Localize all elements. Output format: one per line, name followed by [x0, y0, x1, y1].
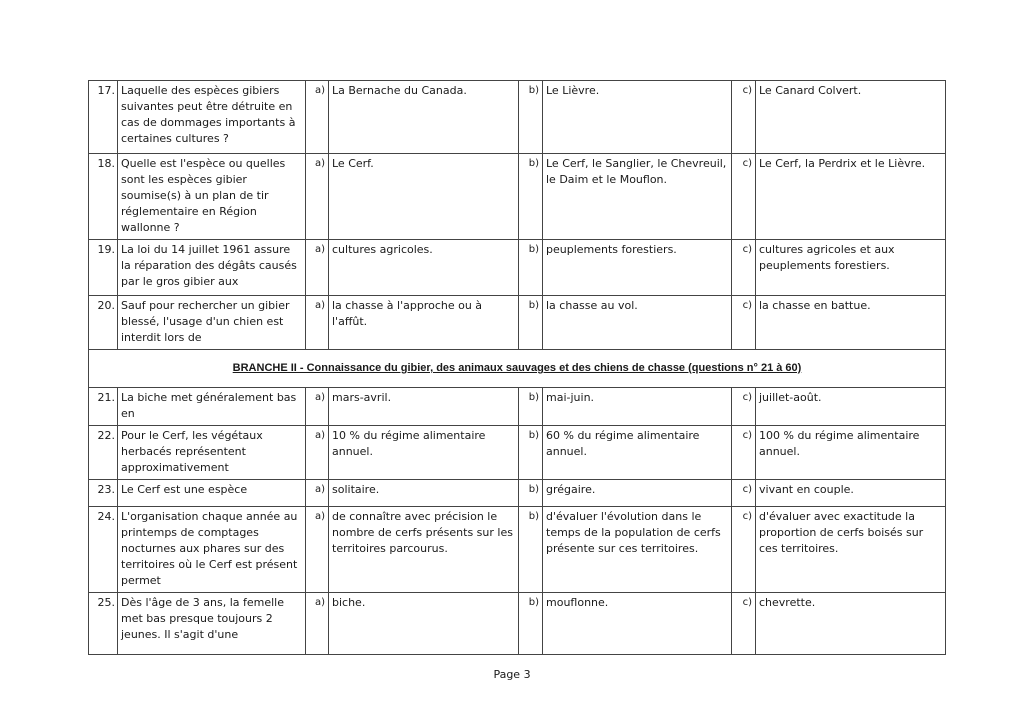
section-title: BRANCHE II - Connaissance du gibier, des animaux sauvages et des chiens de chasse (questions n° 21 à 60) [89, 350, 946, 388]
question-row [89, 81, 946, 154]
option-c-label: c) [732, 593, 756, 655]
question-number: 23. [89, 480, 118, 507]
question-row [89, 296, 946, 350]
option-a-label: a) [306, 240, 329, 296]
option-a-text: cultures agricoles. [329, 240, 519, 296]
option-b-text: grégaire. [543, 480, 732, 507]
option-a-text: solitaire. [329, 480, 519, 507]
option-b-label: b) [519, 154, 543, 240]
option-b-text: Le Cerf, le Sanglier, le Chevreuil, le Daim et le Mouflon. [543, 154, 732, 240]
option-a-text: de connaître avec précision le nombre de cerfs présents sur les territoires parcourus. [329, 507, 519, 593]
question-number: 17. [89, 81, 118, 154]
question-number: 21. [89, 388, 118, 426]
option-a-text: la chasse à l'approche ou à l'affût. [329, 296, 519, 350]
option-b-text: 60 % du régime alimentaire annuel. [543, 426, 732, 480]
option-a-label: a) [306, 480, 329, 507]
question-number: 18. [89, 154, 118, 240]
option-b-label: b) [519, 81, 543, 154]
quiz-table [88, 80, 946, 655]
section-header [89, 350, 946, 388]
question-row [89, 240, 946, 296]
option-c-text: cultures agricoles et aux peuplements forestiers. [756, 240, 946, 296]
question-row [89, 507, 946, 593]
option-a-label: a) [306, 296, 329, 350]
option-a-text: La Bernache du Canada. [329, 81, 519, 154]
question-number: 25. [89, 593, 118, 655]
option-a-label: a) [306, 507, 329, 593]
option-c-label: c) [732, 240, 756, 296]
question-text: La biche met généralement bas en [118, 388, 306, 426]
option-a-text: 10 % du régime alimentaire annuel. [329, 426, 519, 480]
question-row [89, 154, 946, 240]
option-b-label: b) [519, 240, 543, 296]
option-c-label: c) [732, 81, 756, 154]
option-c-label: c) [732, 507, 756, 593]
option-c-text: Le Cerf, la Perdrix et le Lièvre. [756, 154, 946, 240]
option-b-label: b) [519, 507, 543, 593]
option-c-text: juillet-août. [756, 388, 946, 426]
option-b-label: b) [519, 593, 543, 655]
question-text: Laquelle des espèces gibiers suivantes peut être détruite en cas de dommages importants à certaines cultures ? [118, 81, 306, 154]
option-c-text: 100 % du régime alimentaire annuel. [756, 426, 946, 480]
option-c-text: chevrette. [756, 593, 946, 655]
option-b-text: mouflonne. [543, 593, 732, 655]
option-c-text: vivant en couple. [756, 480, 946, 507]
option-b-text: Le Lièvre. [543, 81, 732, 154]
question-text: L'organisation chaque année au printemps de comptages nocturnes aux phares sur des territoires où le Cerf est présent permet [118, 507, 306, 593]
option-a-label: a) [306, 426, 329, 480]
question-text: Pour le Cerf, les végétaux herbacés représentent approximativement [118, 426, 306, 480]
option-b-text: la chasse au vol. [543, 296, 732, 350]
question-number: 19. [89, 240, 118, 296]
question-text: Sauf pour rechercher un gibier blessé, l'usage d'un chien est interdit lors de [118, 296, 306, 350]
questions-part2 [89, 388, 946, 655]
question-row [89, 426, 946, 480]
question-text: Dès l'âge de 3 ans, la femelle met bas presque toujours 2 jeunes. Il s'agit d'une [118, 593, 306, 655]
option-a-text: mars-avril. [329, 388, 519, 426]
option-a-label: a) [306, 154, 329, 240]
option-c-label: c) [732, 426, 756, 480]
option-b-label: b) [519, 480, 543, 507]
option-b-label: b) [519, 426, 543, 480]
option-b-label: b) [519, 388, 543, 426]
option-a-text: Le Cerf. [329, 154, 519, 240]
option-a-label: a) [306, 81, 329, 154]
option-c-text: d'évaluer avec exactitude la proportion de cerfs boisés sur ces territoires. [756, 507, 946, 593]
option-c-label: c) [732, 154, 756, 240]
option-c-text: la chasse en battue. [756, 296, 946, 350]
option-a-label: a) [306, 388, 329, 426]
question-row [89, 480, 946, 507]
questions-part1 [89, 81, 946, 350]
option-b-text: mai-juin. [543, 388, 732, 426]
question-text: La loi du 14 juillet 1961 assure la réparation des dégâts causés par le gros gibier aux [118, 240, 306, 296]
option-b-text: peuplements forestiers. [543, 240, 732, 296]
question-row [89, 593, 946, 655]
question-number: 24. [89, 507, 118, 593]
option-a-text: biche. [329, 593, 519, 655]
option-c-text: Le Canard Colvert. [756, 81, 946, 154]
option-c-label: c) [732, 388, 756, 426]
option-a-label: a) [306, 593, 329, 655]
question-row [89, 388, 946, 426]
page-number: Page 3 [493, 668, 531, 681]
question-number: 20. [89, 296, 118, 350]
option-c-label: c) [732, 480, 756, 507]
question-number: 22. [89, 426, 118, 480]
option-c-label: c) [732, 296, 756, 350]
option-b-text: d'évaluer l'évolution dans le temps de la population de cerfs présente sur ces territoires. [543, 507, 732, 593]
question-text: Le Cerf est une espèce [118, 480, 306, 507]
question-text: Quelle est l'espèce ou quelles sont les espèces gibier soumise(s) à un plan de tir réglementaire en Région wallonne ? [118, 154, 306, 240]
option-b-label: b) [519, 296, 543, 350]
